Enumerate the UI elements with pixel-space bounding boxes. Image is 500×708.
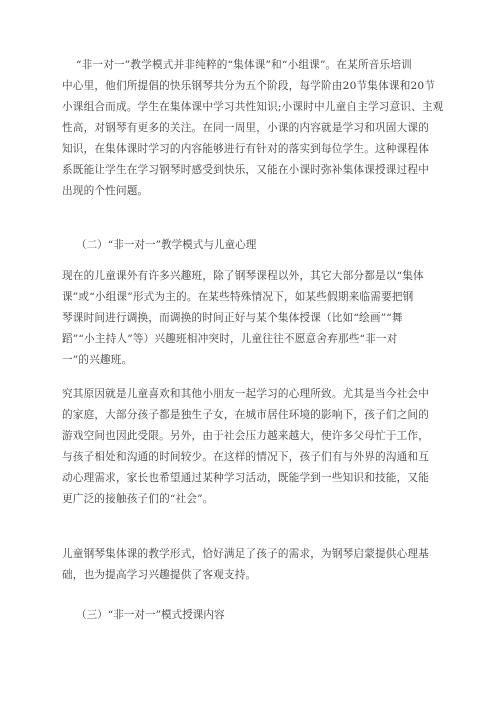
text-line: 更广泛的接触孩子们的“社会”。 bbox=[62, 493, 214, 505]
text-line: 础，也为提高学习兴趣提供了客观支持。 bbox=[62, 569, 257, 581]
text-line: 课”或“小组课”形式为主的。在某些特殊情况下，如某些假期来临需要把钢 bbox=[62, 291, 414, 303]
text-line: “非一对一”教学模式并非纯粹的“集体课”和“小组课”。在某所音乐培训 bbox=[76, 59, 412, 71]
section-heading-child-psychology: （二）“非一对一”教学模式与儿童心理 bbox=[76, 239, 257, 251]
text-line: 的家庭，大部分孩子都是独生子女，在城市居住环境的影响下，孩子们之间的 bbox=[62, 409, 429, 421]
text-line: 动心理需求，家长也希望通过某种学习活动，既能学到一些知识和技能，又能 bbox=[62, 472, 429, 484]
text-line: 现在的儿童课外有许多兴趣班，除了钢琴课程以外，其它大部分都是以“集体 bbox=[62, 270, 424, 282]
text-line: 游戏空间也因此受限。另外，由于社会压力越来越大，使许多父母忙于工作， bbox=[62, 430, 429, 442]
text-line: 究其原因就是儿童喜欢和其他小朋友一起学习的心理所致。尤其是当今社会中 bbox=[62, 388, 429, 400]
text-line: 与孩子相处和沟通的时间较少。在这样的情况下，孩子们有与外界的沟通和互 bbox=[62, 451, 429, 463]
text-line: 中心里，他们所提倡的快乐钢琴共分为五个阶段，每学阶由20节集体课和20节 bbox=[62, 80, 436, 92]
paragraph-reasons bbox=[62, 384, 442, 510]
text-line: 小课组合而成。学生在集体课中学习共性知识;小课时中儿童自主学习意识、主观 bbox=[62, 101, 444, 113]
paragraph-interest-classes bbox=[62, 266, 442, 371]
section-heading-teaching-content: （三）“非一对一”模式授课内容 bbox=[76, 609, 225, 621]
paragraph-group-class-form bbox=[62, 544, 442, 586]
text-line: 出现的个性问题。 bbox=[62, 185, 149, 197]
text-line: 性高，对钢琴有更多的关注。在同一周里，小课的内容就是学习和巩固大课的 bbox=[62, 122, 429, 134]
text-line: 系既能让学生在学习钢琴时感受到快乐，又能在小课时弥补集体课授课过程中 bbox=[62, 164, 429, 176]
text-line: 蹈”“小主持人”等）兴趣班相冲突时，儿童往往不愿意舍弃那些“非一对 bbox=[62, 333, 398, 345]
text-line: 琴课时间进行调换，而调换的时间正好与某个集体授课（比如“绘画”“舞 bbox=[62, 312, 403, 324]
paragraph-group-teaching-model bbox=[62, 55, 446, 202]
text-line: 儿童钢琴集体课的教学形式，恰好满足了孩子的需求，为钢琴启蒙提供心理基 bbox=[62, 548, 429, 560]
text-line: 一”的兴趣班。 bbox=[62, 354, 133, 366]
text-line: 知识，在集体课时学习的内容能够进行有针对的落实到每位学生。这种课程体 bbox=[62, 143, 429, 155]
